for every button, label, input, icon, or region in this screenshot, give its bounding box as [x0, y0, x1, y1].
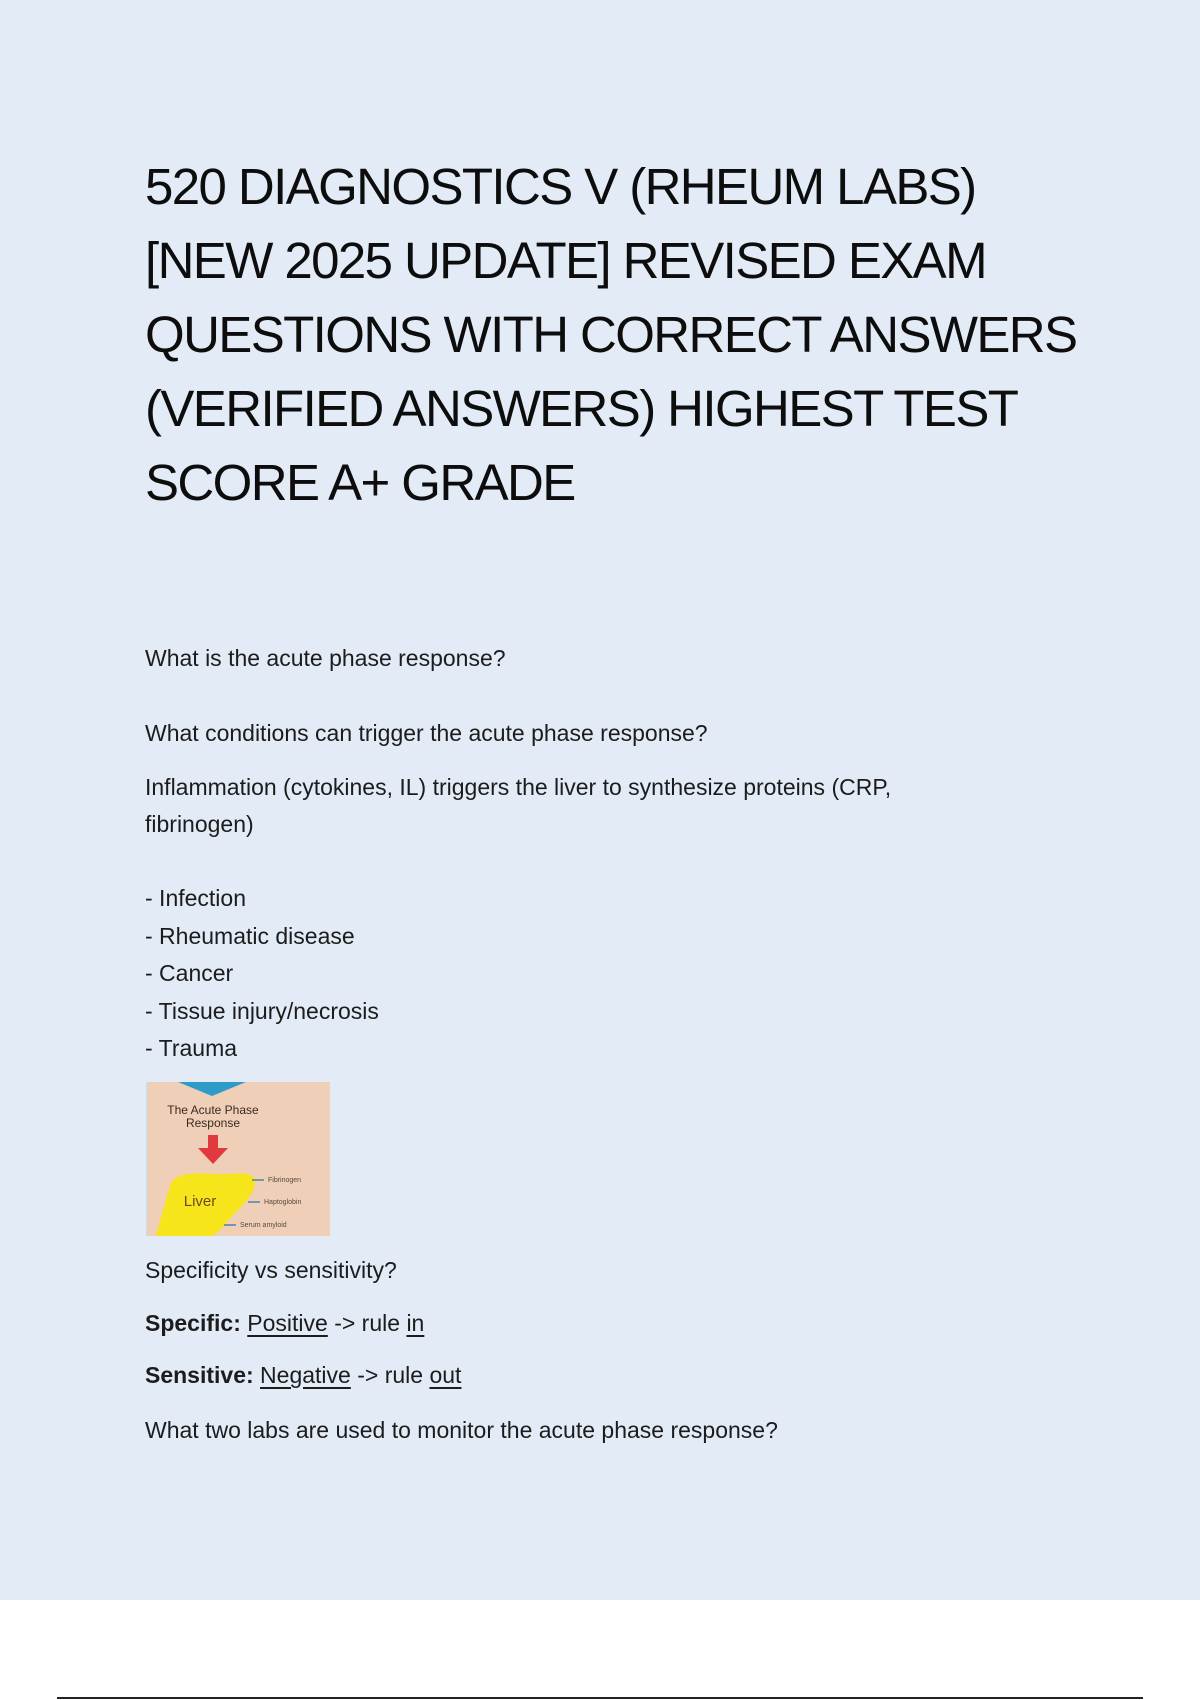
answer-acute-phase: Inflammation (cytokines, IL) triggers the liver to synthesize proteins (CRP, fibrinogen) [145, 774, 892, 837]
acute-phase-figure [146, 1082, 330, 1236]
answer-specific [145, 1305, 424, 1342]
specific-term: Positive [247, 1310, 328, 1336]
sensitive-arrow-text: -> rule [350, 1362, 430, 1388]
specific-arrow-text: -> rule [327, 1310, 407, 1336]
banner-chevron-icon [178, 1082, 246, 1096]
question-monitoring-labs: What two labs are used to monitor the acute phase response? [145, 1417, 778, 1443]
figure-title-line1: The Acute Phase [167, 1103, 259, 1117]
acute-phase-diagram [148, 1082, 330, 1236]
list-item: - Infection [145, 885, 246, 911]
output-label: Haptoglobin [264, 1199, 302, 1206]
list-item: - Tissue injury/necrosis [145, 997, 379, 1024]
footer-divider [57, 1697, 1143, 1699]
output-label: Serum amyloid [240, 1222, 287, 1229]
answer-sensitive [145, 1357, 461, 1394]
down-arrow-shaft [208, 1135, 218, 1149]
down-arrow-icon [198, 1148, 228, 1164]
sensitive-rule-out: out [429, 1362, 462, 1388]
question-specificity-sensitivity: Specificity vs sensitivity? [145, 1257, 397, 1283]
sensitive-label: Sensitive: [145, 1362, 254, 1388]
liver-label: Liver [183, 1193, 217, 1210]
output-label: Fibrinogen [268, 1177, 302, 1184]
document-title: 520 DIAGNOSTICS V (RHEUM LABS) [NEW 2025 UPDATE] REVISED EXAM QUESTIONS WITH CORRECT ANSWERS (VERIFIED ANSWERS) HIGHEST TEST SCORE A+ GRADE [145, 158, 1077, 511]
specific-rule-in: in [406, 1310, 425, 1336]
specific-label: Specific: [145, 1310, 241, 1336]
figure-title-line2: Response [185, 1116, 241, 1130]
list-item: - Cancer [145, 960, 234, 986]
trigger-conditions-list [145, 880, 379, 1068]
list-item: - Trauma [145, 1035, 238, 1061]
list-item: - Rheumatic disease [145, 922, 355, 949]
sensitive-term: Negative [260, 1362, 351, 1388]
question-acute-phase: What is the acute phase response? [145, 645, 506, 671]
question-trigger-conditions: What conditions can trigger the acute phase response? [145, 720, 708, 746]
